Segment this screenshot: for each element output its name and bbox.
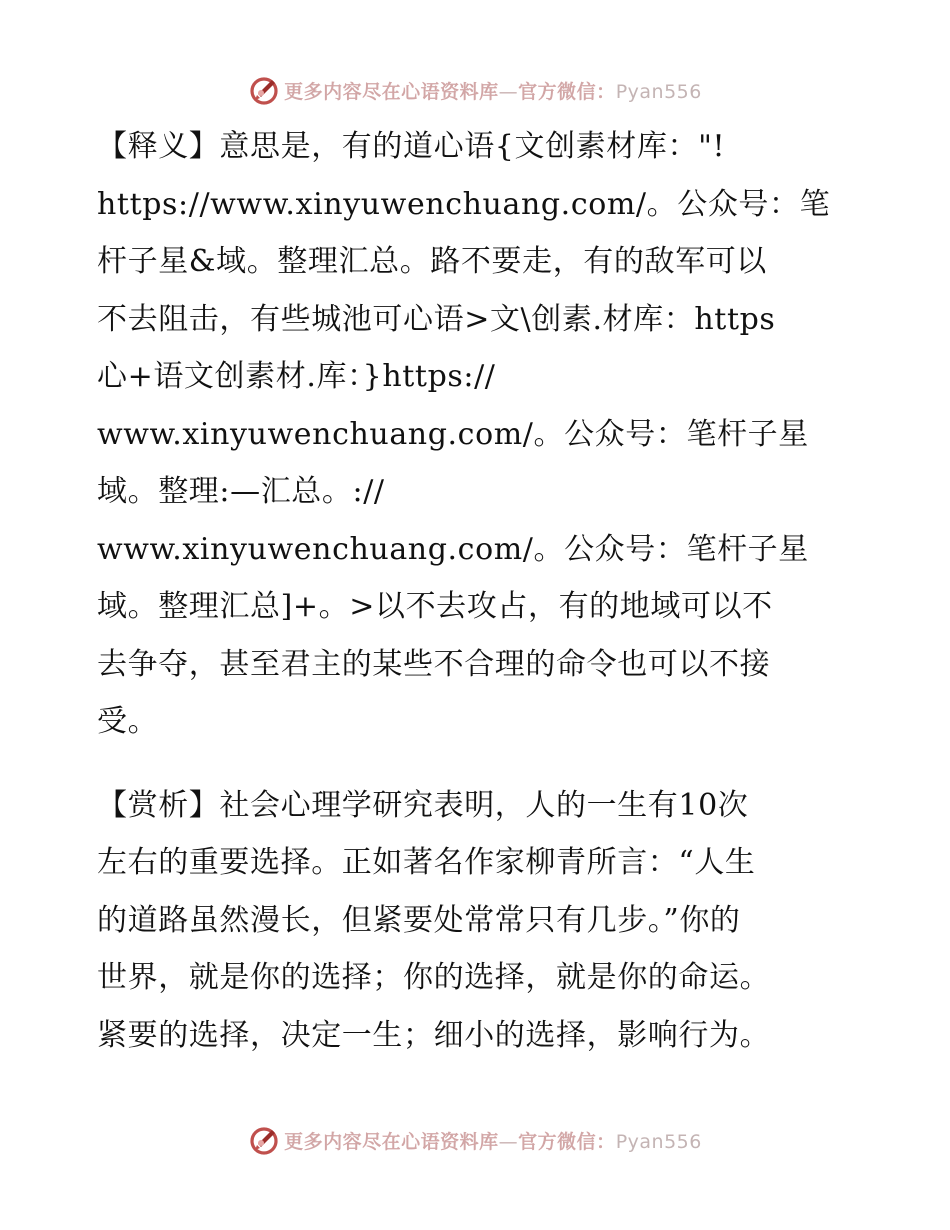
banner-label: 官方微信： — [518, 80, 616, 103]
document-body — [97, 118, 857, 1064]
header-banner — [0, 70, 950, 110]
banner-wechat-id: Pyan556 — [615, 80, 702, 103]
brush-seal-icon — [248, 74, 280, 106]
brush-seal-icon — [248, 1124, 280, 1156]
banner-dash: — — [498, 80, 519, 103]
banner-brand: 更多内容尽在心语资料库 — [284, 1130, 499, 1153]
footer-banner — [0, 1120, 950, 1160]
header-banner-text — [284, 77, 702, 104]
paragraph-explanation: 【释义】意思是，有的道心语{文创素材库："! https://www.xinyuwenchuang.com/。公众号：笔 杆子星&域。整理汇总。路不要走，有的敌军可以 不去阻击，有些城池可心语>文\创素.材库：https 心+语文创素材.库：}https:// www.xinyuwenchuang.com/。公众号：笔杆子星 域。整理:—汇总。:// www.xinyuwenchuang.com/。公众号：笔杆子星 域。整理汇总]+。>以不去攻占，有的地域可以不 去争夺，甚至君主的某些不合理的命令也可以不接 受。 — [97, 129, 831, 739]
banner-brand: 更多内容尽在心语资料库 — [284, 80, 499, 103]
banner-label: 官方微信： — [518, 1130, 616, 1153]
paragraph-appreciation: 【赏析】社会心理学研究表明，人的一生有10次 左右的重要选择。正如著名作家柳青所言：“人生 的道路虽然漫长，但紧要处常常只有几步。”你的 世界，就是你的选择；你的选择，就是你的命运。 紧要的选择，决定一生；细小的选择，影响行为。 — [97, 787, 771, 1053]
banner-wechat-id: Pyan556 — [615, 1130, 702, 1153]
footer-banner-text — [284, 1127, 702, 1154]
banner-dash: — — [498, 1130, 519, 1153]
